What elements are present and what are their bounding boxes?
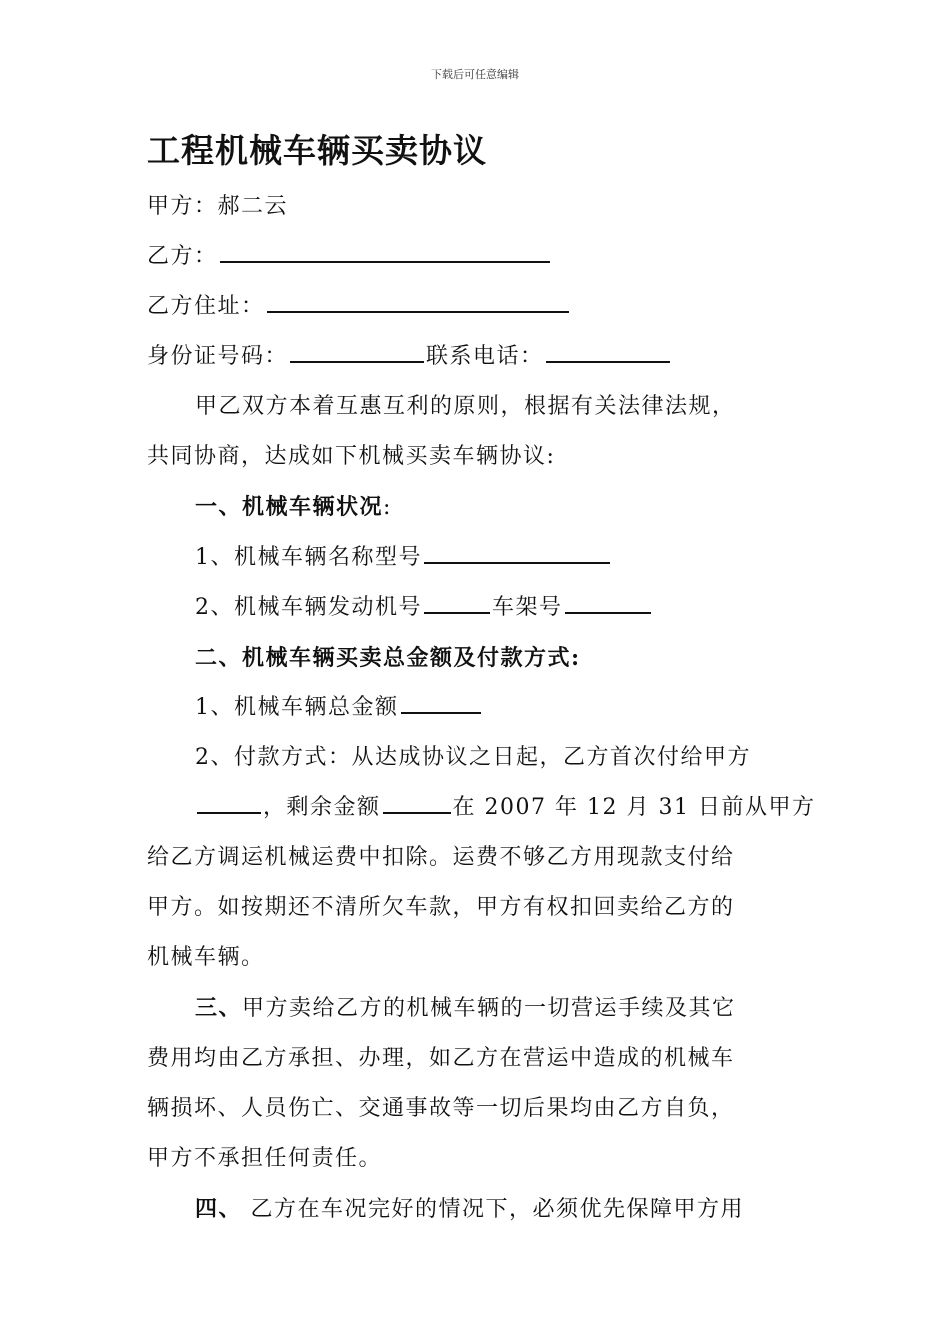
section2-heading: 二、机械车辆买卖总金额及付款方式: bbox=[195, 645, 581, 671]
s2-item2-cont-a: ，剩余金额 bbox=[263, 795, 381, 820]
party-b-address-label: 乙方住址： bbox=[147, 294, 265, 319]
section4-text-1: 乙方在车况完好的情况下，必须优先保障甲方用 bbox=[242, 1197, 745, 1222]
s1-item2-label-a: 2、机械车辆发动机号 bbox=[195, 595, 422, 620]
s1-item2-label-b: 车架号 bbox=[492, 595, 563, 620]
section3-number: 三、 bbox=[195, 995, 243, 1021]
section3-line-1 bbox=[147, 983, 807, 1034]
party-b-blank[interactable] bbox=[220, 241, 550, 263]
section4-number: 四、 bbox=[195, 1196, 243, 1222]
section1-item1 bbox=[147, 533, 807, 583]
section1-heading bbox=[147, 482, 807, 533]
party-b-line bbox=[147, 232, 807, 282]
section2-item1 bbox=[147, 683, 807, 733]
s2-item2-cont-b: 在 2007 年 12 月 31 日前从甲方 bbox=[452, 795, 816, 820]
section3-line-4: 甲方不承担任何责任。 bbox=[147, 1146, 383, 1171]
intro-line-2: 共同协商，达成如下机械买卖车辆协议: bbox=[147, 444, 556, 469]
id-number-blank[interactable] bbox=[290, 341, 424, 363]
page-title: 工程机械车辆买卖协议 bbox=[147, 131, 487, 170]
total-amount-blank[interactable] bbox=[401, 692, 481, 714]
section2-item2-p3: 甲方。如按期还不清所欠车款，甲方有权扣回卖给乙方的 bbox=[147, 895, 735, 920]
section1-heading-colon: : bbox=[383, 495, 392, 520]
party-b-address-line bbox=[147, 282, 807, 332]
s2-item1-label: 1、机械车辆总金额 bbox=[195, 695, 399, 720]
section2-item2-p2: 给乙方调运机械运费中扣除。运费不够乙方用现款支付给 bbox=[147, 845, 735, 870]
section3-line-3: 辆损坏、人员伤亡、交通事故等一切后果均由乙方自负， bbox=[147, 1096, 735, 1121]
document-body bbox=[147, 126, 816, 1235]
id-phone-line bbox=[147, 332, 807, 382]
section1-item2 bbox=[147, 583, 807, 633]
party-a-line: 甲方：郝二云 bbox=[147, 194, 289, 219]
section2-item2-cont bbox=[147, 783, 816, 833]
engine-number-blank[interactable] bbox=[424, 592, 490, 614]
section4-line-1 bbox=[147, 1184, 807, 1235]
header-note: 下载后可任意编辑 bbox=[431, 68, 519, 81]
id-number-label: 身份证号码： bbox=[147, 344, 289, 369]
party-b-label: 乙方： bbox=[147, 244, 218, 269]
intro-line-1: 甲乙双方本着互惠互利的原则，根据有关法律法规， bbox=[195, 394, 736, 419]
section3-line-2: 费用均由乙方承担、办理，如乙方在营运中造成的机械车 bbox=[147, 1046, 735, 1071]
first-payment-blank[interactable] bbox=[197, 792, 261, 814]
remaining-amount-blank[interactable] bbox=[383, 792, 451, 814]
section3-text-1: 甲方卖给乙方的机械车辆的一切营运手续及其它 bbox=[242, 996, 736, 1021]
phone-blank[interactable] bbox=[546, 341, 670, 363]
frame-number-blank[interactable] bbox=[565, 592, 651, 614]
section1-heading-text: 一、机械车辆状况 bbox=[195, 494, 384, 520]
s1-item1-label: 1、机械车辆名称型号 bbox=[195, 545, 422, 570]
section2-item2-p4: 机械车辆。 bbox=[147, 945, 265, 970]
section2-item2: 2、付款方式：从达成协议之日起，乙方首次付给甲方 bbox=[195, 745, 751, 770]
model-name-blank[interactable] bbox=[424, 542, 610, 564]
party-b-address-blank[interactable] bbox=[267, 291, 569, 313]
phone-label: 联系电话： bbox=[426, 344, 544, 369]
